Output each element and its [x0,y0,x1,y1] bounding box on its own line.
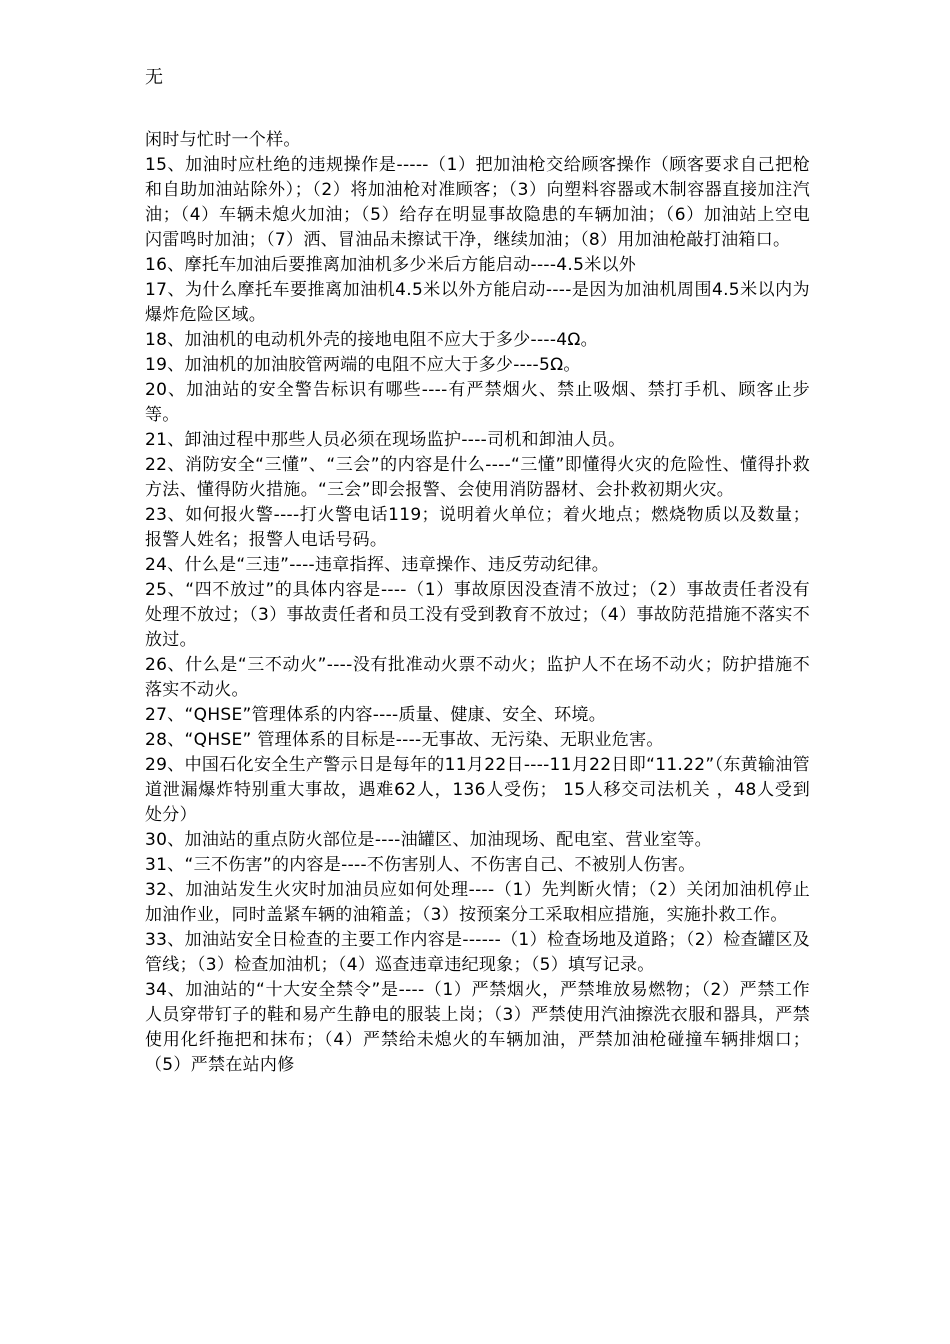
paragraph-item-25: 25、“四不放过”的具体内容是----（1）事故原因没查清不放过；（2）事故责任者没有处理不放过；（3）事故责任者和员工没有受到教育不放过；（4）事故防范措施不落实不放过。 [145,580,810,650]
paragraph-item-20: 20、加油站的安全警告标识有哪些----有严禁烟火、禁止吸烟、禁打手机、顾客止步等。 [145,380,810,425]
paragraph-item-19: 19、加油机的加油胶管两端的电阻不应大于多少----5Ω。 [145,355,581,375]
document-body [145,128,810,1078]
paragraph-item-17: 17、为什么摩托车要推离加油机4.5米以外方能启动----是因为加油机周围4.5米以内为爆炸危险区域。 [145,280,810,325]
paragraph-item-24: 24、什么是“三违”----违章指挥、违章操作、违反劳动纪律。 [145,555,610,575]
paragraph-item-15: 15、加油时应杜绝的违规操作是-----（1）把加油枪交给顾客操作（顾客要求自己把枪和自助加油站除外）；（2）将加油枪对准顾客；（3）向塑料容器或木制容器直接加注汽油；（4）车辆未熄火加油；（5）给存在明显事故隐患的车辆加油；（6）加油站上空电闪雷鸣时加油；（7）洒、冒油品未擦试干净，继续加油；（8）用加油枪敲打油箱口。 [145,155,810,250]
paragraph-item-26: 26、什么是“三不动火”----没有批准动火票不动火；监护人不在场不动火；防护措施不落实不动火。 [145,655,810,700]
paragraph-item-16: 16、摩托车加油后要推离加油机多少米后方能启动----4.5米以外 [145,255,637,275]
paragraph-item-27: 27、“QHSE”管理体系的内容----质量、健康、安全、环境。 [145,705,607,725]
paragraph-item-29: 29、中国石化安全生产警示日是每年的11月22日----11月22日即“11.22”（东黄输油管道泄漏爆炸特别重大事故，遇难62人，136人受伤； 15人移交司法机关 ，48人受到处分） [145,755,810,825]
paragraph-item-18: 18、加油机的电动机外壳的接地电阻不应大于多少----4Ω。 [145,330,598,350]
paragraph-item-22: 22、消防安全“三懂”、“三会”的内容是什么----“三懂”即懂得火灾的危险性、懂得扑救方法、懂得防火措施。“三会”即会报警、会使用消防器材、会扑救初期火灾。 [145,455,810,500]
paragraph-item-34: 34、加油站的“十大安全禁令”是----（1）严禁烟火，严禁堆放易燃物；（2）严禁工作人员穿带钉子的鞋和易产生静电的服装上岗；（3）严禁使用汽油擦洗衣服和器具，严禁使用化纤拖把和抹布；（4）严禁给未熄火的车辆加油，严禁加油枪碰撞车辆排烟口；（5）严禁在站内修 [145,980,810,1075]
paragraph-item-32: 32、加油站发生火灾时加油员应如何处理----（1）先判断火情；（2）关闭加油机停止加油作业，同时盖紧车辆的油箱盖；（3）按预案分工采取相应措施，实施扑救工作。 [145,880,810,925]
paragraph-item-30: 30、加油站的重点防火部位是----油罐区、加油现场、配电室、营业室等。 [145,830,712,850]
paragraph-item-23: 23、如何报火警----打火警电话119；说明着火单位；着火地点；燃烧物质以及数量；报警人姓名；报警人电话号码。 [145,505,810,550]
paragraph-item-33: 33、加油站安全日检查的主要工作内容是------（1）检查场地及道路；（2）检查罐区及管线；（3）检查加油机；（4）巡查违章违纪现象；（5）填写记录。 [145,930,810,975]
paragraph-item-31: 31、“三不伤害”的内容是----不伤害别人、不伤害自己、不被别人伤害。 [145,855,696,875]
paragraph-continuation: 闲时与忙时一个样。 [145,130,301,150]
page-header: 无 [145,67,163,88]
paragraph-item-21: 21、卸油过程中那些人员必须在现场监护----司机和卸油人员。 [145,430,626,450]
paragraph-item-28: 28、“QHSE” 管理体系的目标是----无事故、无污染、无职业危害。 [145,730,664,750]
